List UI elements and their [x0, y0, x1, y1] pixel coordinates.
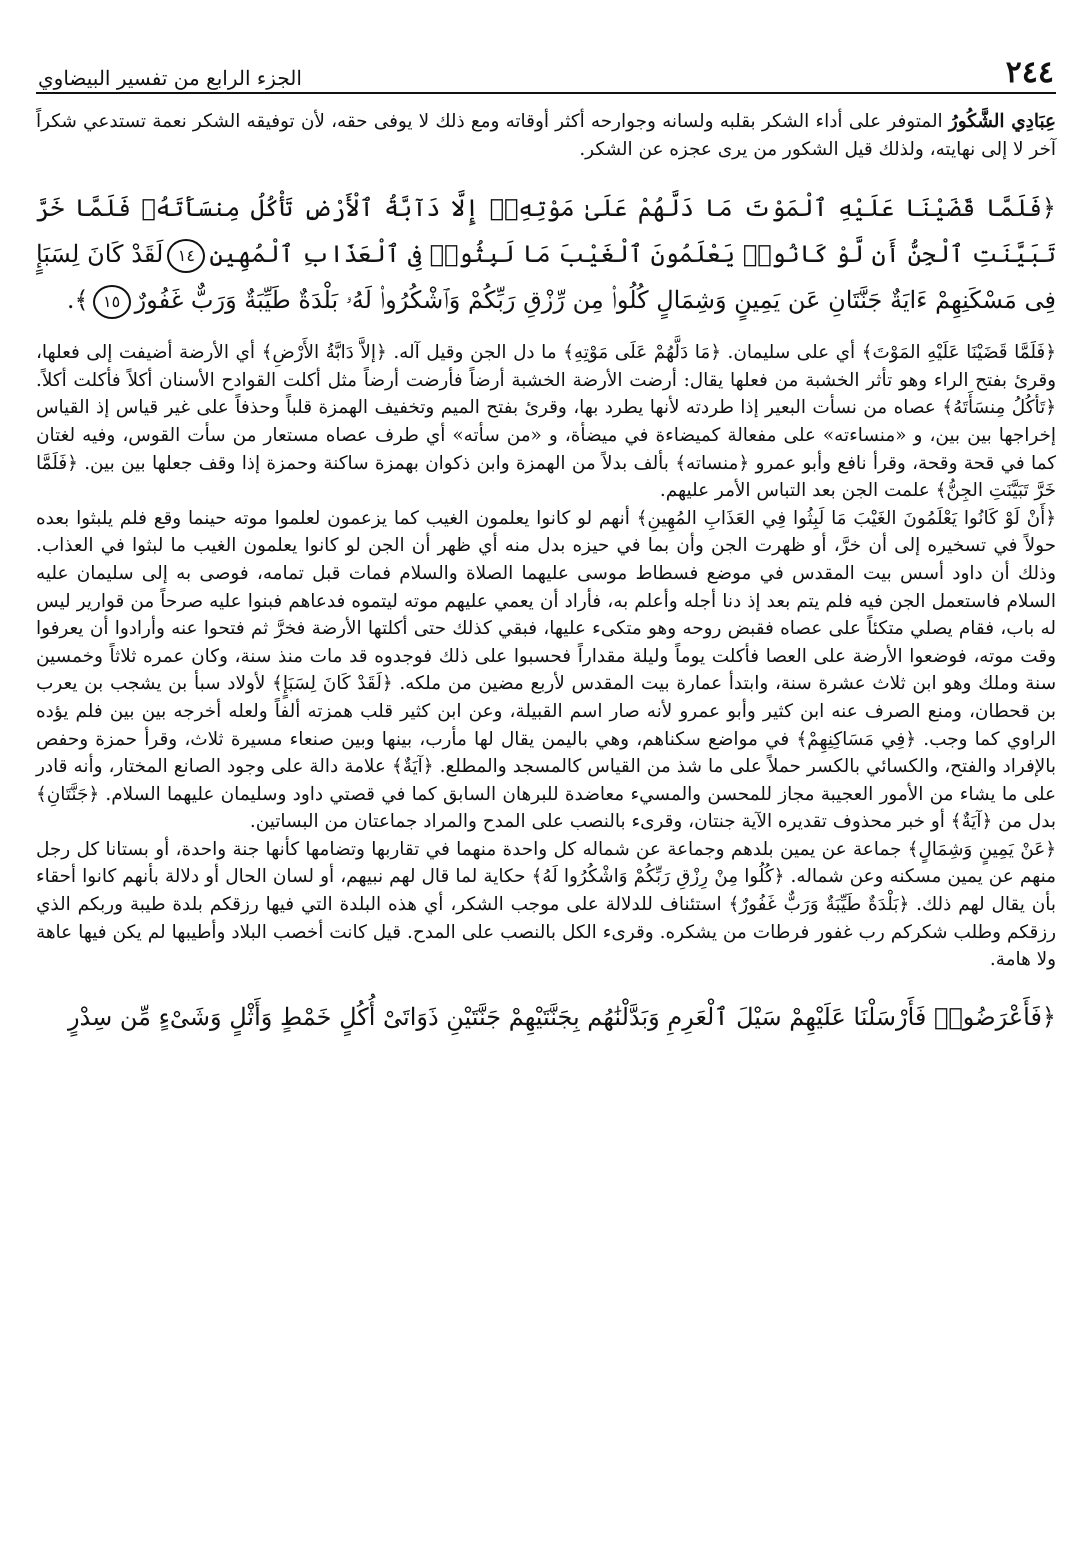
quran-verse-15-text: لَقَدْ كَانَ لِسَبَإٍ فِى مَسْكَنِهِمْ ءَايَةٌ جَنَّتَانِ عَن يَمِينٍ وَشِمَالٍ كُلُوا۟ مِن رِّزْقِ رَبِّكُمْ وَٱشْكُرُوا۟ لَهُۥ بَلْدَةٌ طَيِّبَةٌ وَرَبٌّ غَفُورٌ — [36, 240, 1056, 315]
quran-verse-16: ﴿فَأَعْرَضُوا۟ فَأَرْسَلْنَا عَلَيْهِمْ سَيْلَ ٱلْعَرِمِ وَبَدَّلْنَٰهُم بِجَنَّتَيْهِمْ جَنَّتَيْنِ ذَوَاتَىْ أُكُلٍ خَمْطٍ وَأَثْلٍ وَشَىْءٍ مِّن سِدْرٍ — [67, 1002, 1056, 1031]
intro-paragraph — [36, 108, 1056, 163]
commentary-paragraph: ﴿عَنْ يَمِينٍ وَشِمَالٍ﴾ جماعة عن يمين بلدهم وجماعة عن شماله كل واحدة منهما في تقاربها وتضامها كأنها جنة واحدة، أو بستانا كل رجل منهم عن يمين مسكنه وعن شماله. ﴿كُلُوا مِنْ رِزْقِ رَبِّكُمْ وَاشْكُرُوا لَهُ﴾ حكاية لما قال لهم نبيهم، أو لسان الحال أو دلالة بأنهم كانوا أحقاء بأن يقال لهم ذلك. ﴿بَلْدَةٌ طَيِّبَةٌ وَرَبٌّ غَفُورٌ﴾ استئناف للدلالة على موجب الشكر، أي هذه البلدة التي فيها رزقكم بلدة طيبة وربكم الذي رزقكم وطلب شكركم رب غفور فرطات من يشكره. وقرىء الكل بالنصب على المدح. قيل كانت أخصب البلاد وأطيبها لم يكن فيها عاهة ولا هامة. — [36, 838, 1056, 971]
verse-number-marker: ١٤ — [167, 239, 205, 273]
page-header — [36, 50, 1056, 94]
quran-verses-14-15 — [36, 185, 1056, 323]
book-page — [36, 50, 1056, 1520]
commentary-paragraph: ﴿أَنْ لَوْ كَانُوا يَعْلَمُونَ الغَيْبَ مَا لَبِثُوا فِي العَذَابِ المُهِينِ﴾ أنهم لو كانوا يعلمون الغيب كما يزعمون لعلموا موته حينما وقع فلم يلبثوا بعده حولاً في تسخيره إلى أن خرَّ، أو ظهرت الجن وأن بما في حيزه بدل منه أي ظهر أن الجن لو كانوا يعلمون الغيب ما لبثوا في العذاب. وذلك أن داود أسس بيت المقدس في موضع فسطاط موسى عليهما الصلاة والسلام فمات قبل تمامه، فوصى به إلى سليمان عليه السلام فاستعمل الجن فيه فلم يتم بعد إذ دنا أجله وأعلم به، فأراد أن يعمي عليهم موته ليتموه فدعاهم فبنوا عليه صرحاً من قوارير ليس له باب، فقام يصلي متكئاً على عصاه فقبض روحه وهو متكىء عليها، فبقي كذلك حتى أكلتها الأرضة فخرَّ ثم فتحوا عنه وأرادوا أن يعرفوا وقت موته، فوضعوا الأرضة على العصا فأكلت يوماً وليلة مقداراً فحسبوا على ذلك فوجدوه قد مات منذ سنة، وكان عمره ثلاثاً وخمسين سنة وملك وهو ابن ثلاث عشرة سنة، وابتدأ عمارة بيت المقدس لأربع مضين من ملكه. ﴿لَقَدْ كَانَ لِسَبَإٍ﴾ لأولاد سبأ بن يشجب بن يعرب بن قحطان، ومنع الصرف عنه ابن كثير وأبو عمرو لأنه صار اسم القبيلة، وعن ابن كثير قلب همزته ألفاً ولعله أخرجه بين بين فلم يؤده الراوي كما وجب. ﴿فِي مَسَاكِنِهِمْ﴾ في مواضع سكناهم، وهي باليمن يقال لها مأرب، بينها وبين صنعاء مسيرة ثلاث، وقرأ حمزة وحفص بالإفراد والفتح، والكسائي بالكسر حملاً على ما شذ من القياس كالمسجد والمطلع. ﴿آيَةٌ﴾ علامة دالة على وجود الصانع المختار، وأنه قادر على ما يشاء من الأمور العجيبة مجاز للمحسن والمسيء معاضدة للبرهان السابق كما في قصتي داود وسليمان عليهما السلام. ﴿جَنَّتَانِ﴾ بدل من ﴿آيَةٌ﴾ أو خبر محذوف تقديره الآية جنتان، وقرىء بالنصب على المدح والمراد جماعتان من البساتين. — [36, 507, 1056, 833]
quran-verse-14-text: ﴿فَلَمَّا قَضَيْنَا عَلَيْهِ ٱلْمَوْتَ مَا دَلَّهُمْ عَلَىٰ مَوْتِهِۦٓ إِلَّا دَآبَّةُ ٱلْأَرْضِ تَأْكُلُ مِنسَأَتَهُۥ فَلَمَّا خَرَّ تَبَيَّنَتِ ٱلْجِنُّ أَن لَّوْ كَانُوا۟ يَعْلَمُونَ ٱلْغَيْبَ مَا لَبِثُوا۟ فِى ٱلْعَذَابِ ٱلْمُهِينِ — [36, 194, 1057, 269]
running-title: الجزء الرابع من تفسير البيضاوي — [38, 66, 302, 90]
quran-closing-bracket: ﴾. — [66, 286, 89, 315]
page-number: ٢٤٤ — [1005, 55, 1054, 90]
commentary-paragraph: ﴿فَلَمَّا قَضَيْنَا عَلَيْهِ المَوْتَ﴾ أي على سليمان. ﴿مَا دَلَّهُمْ عَلَى مَوْتِهِ﴾ ما دل الجن وقيل آله. ﴿إلاَّ دَابَّةُ الأَرْضِ﴾ أي الأرضة أضيفت إلى فعلها، وقرئ بفتح الراء وهو تأثر الخشبة من فعلها يقال: أرضت الأرضة الخشبة أرضاً فأرضت أرضاً مثل أكلت القوادح الأسنان أكلاً فأكلت أكلاً. ﴿تَأكُلُ مِنسَأَتَهُ﴾ عصاه من نسأت البعير إذا طردته لأنها يطرد بها، وقرئ بفتح الميم وتخفيف الهمزة قلباً وحذفاً على غير قياس إذ القياس إخراجها بين بين، و «منساءته» على مفعالة كميضاءة في ميضأة، و «من سأته» أي طرف عصاه مستعار من سأت القوس، وفيه لغتان كما في قحة وقحة، وقرأ نافع وأبو عمرو ﴿منساته﴾ بألف بدلاً من الهمزة وابن ذكوان بهمزة ساكنة وحمزة إذا وقف جعلها بين بين. ﴿فَلَمَّا خَرَّ تَبَيَّنَتِ الجِنُّ﴾ علمت الجن بعد التباس الأمر عليهم. — [36, 342, 1056, 502]
intro-text: المتوفر على أداء الشكر بقلبه ولسانه وجوارحه أكثر أوقاته ومع ذلك لا يوفى حقه، لأن توفيقه الشكر نعمة تستدعي شكراً آخر لا إلى نهايته، ولذلك قيل الشكور من يرى عجزه عن الشكر. — [36, 111, 1056, 160]
verse-number-marker: ١٥ — [93, 285, 131, 319]
intro-term: عِبَادِي الشَّكُورُ — [948, 111, 1056, 132]
